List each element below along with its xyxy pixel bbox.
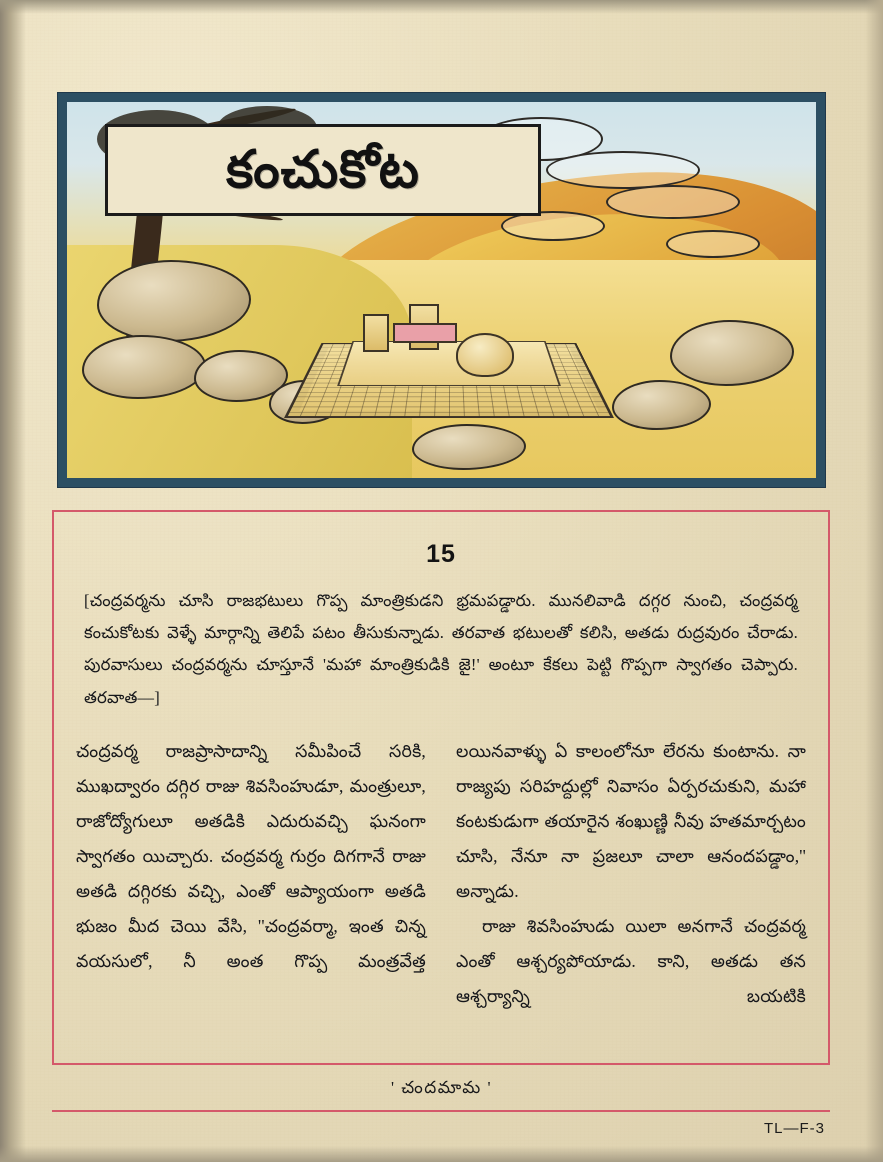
story-text-box — [52, 510, 830, 1065]
story-title: కంచుకోట — [226, 141, 420, 199]
cloud-2 — [546, 151, 700, 189]
walled-fort — [284, 260, 614, 418]
right-column — [456, 734, 806, 1014]
cloud-3 — [606, 185, 740, 219]
fort-dome — [456, 333, 514, 377]
page-bottom-edge-shadow — [0, 1146, 883, 1162]
left-column — [76, 734, 426, 1014]
chapter-number: 15 — [426, 540, 456, 568]
paragraph: చంద్రవర్మ రాజప్రాసాదాన్ని సమీపించే సరికి, ముఖద్వారం దగ్గిర రాజు శివసింహుడూ, మంత్రులూ, రాజోద్యోగులూ అతడికి ఎదురువచ్చి ఘనంగా స్వాగతం యిచ్చారు. చంద్రవర్మ గుర్రం దిగగానే రాజు అతడి దగ్గిరకు వచ్చి, ఎంతో ఆప్యాయంగా అతడి భుజం మీద చెయి వేసి, ''చంద్రవర్మా, ఇంత చిన్న వయసులో, నీ అంత గొప్ప మంత్రవేత్త — [76, 740, 426, 971]
two-column-body — [76, 734, 806, 1014]
fort-landscape-illustration — [57, 92, 826, 488]
cloud-5 — [666, 230, 760, 258]
paragraph: రాజు శివసింహుడు యిలా అనగానే చంద్రవర్మ ఎంతో ఆశ్చర్యపోయాడు. కాని, అతడు తన ఆశ్చర్యాన్ని బయటికి — [456, 915, 806, 1006]
page-code: TL—F-3 — [763, 1120, 825, 1137]
paragraph: లయినవాళ్ళు ఏ కాలంలోనూ లేరను కుంటాను. నా రాజ్యపు సరిహద్దుల్లో నివాసం ఏర్పరచుకుని, మహా కంటకుడుగా తయారైన శంఖుణ్ణి నీవు హతమార్చటం చూసి, నేనూ నా ప్రజలూ చాలా ఆనందపడ్డాం,'' అన్నాడు. — [456, 740, 806, 901]
magazine-name: ' చందమామ ' — [390, 1078, 493, 1097]
page-left-edge-shadow — [0, 0, 26, 1162]
fort-palace-roof — [393, 323, 457, 343]
story-title-plate — [105, 124, 541, 216]
intro-paragraph: [చంద్రవర్మను చూసి రాజభటులు గొప్ప మాంత్రికుడని భ్రమపడ్డారు. మునలివాడి దగ్గర నుంచి, చంద్రవర్మ కంచుకోటకు వెళ్ళే మార్గాన్ని తెలిపే పటం తీసుకున్నాడు. తరవాత భటులతో కలిసి, అతడు రుద్రవురం చేరాడు. పురవాసులు చంద్రవర్మను చూస్తూనే 'మహా మాంత్రికుడికి జై!' అంటూ కేకలు పెట్టి గొప్పగా స్వాగతం చెప్పారు. తరవాత—] — [84, 591, 798, 707]
fort-tower-left — [363, 314, 389, 352]
page-right-edge-shadow — [865, 0, 883, 1162]
footer-divider — [52, 1110, 830, 1112]
illustration-canvas — [67, 102, 816, 478]
printing-registration-marks — [268, 2, 478, 36]
